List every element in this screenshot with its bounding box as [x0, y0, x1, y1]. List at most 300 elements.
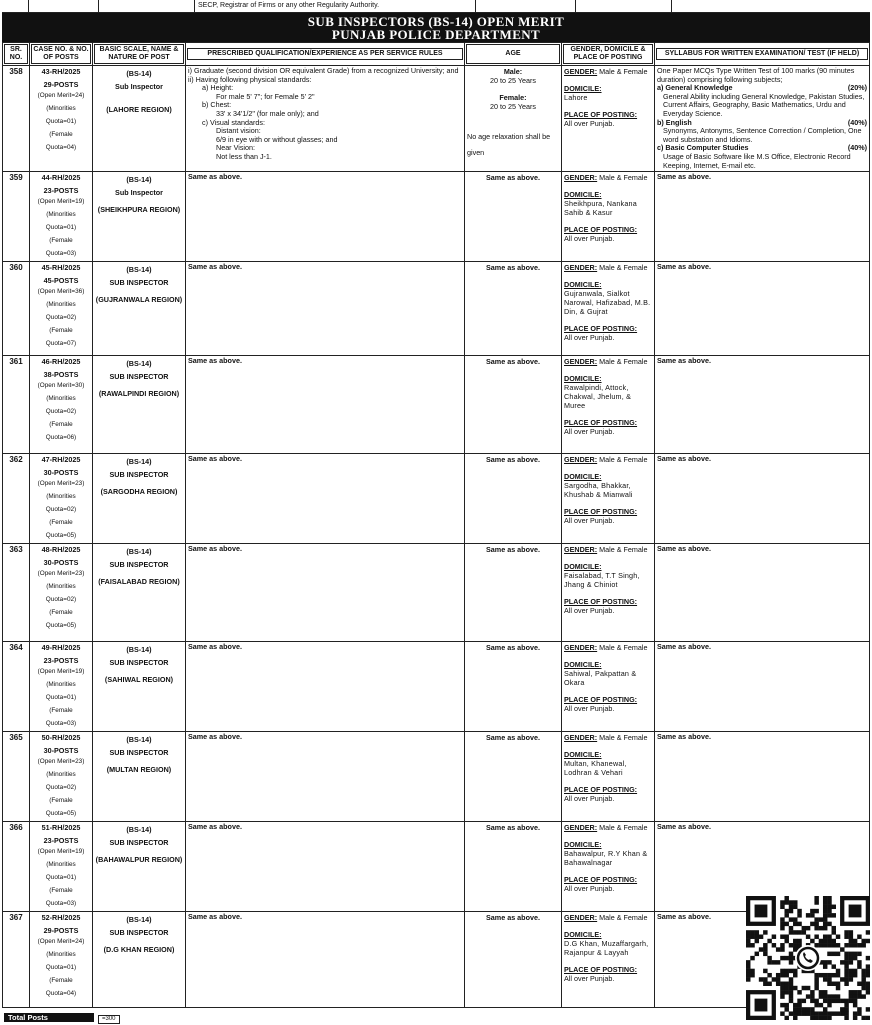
case-number: 46-RH/2025	[41, 357, 81, 367]
section-banner	[2, 13, 870, 42]
advertisement-page	[2, 0, 870, 1022]
posting-value: All over Punjab.	[564, 884, 615, 894]
same-as-above: Same as above.	[188, 454, 242, 464]
same-as-above: Same as above.	[657, 912, 711, 922]
post-count: 23-POSTS	[43, 836, 79, 846]
minorities-label: (Minorities	[46, 211, 76, 219]
gender-label: GENDER:	[564, 823, 598, 833]
region-name: (GUJRANWALA REGION)	[95, 295, 183, 305]
case-number: 45-RH/2025	[41, 263, 81, 273]
age-male: 20 to 25 Years	[490, 76, 536, 85]
subject-name: b) English	[657, 117, 692, 127]
basic-scale: (BS-14)	[126, 735, 152, 745]
basic-scale: (BS-14)	[126, 825, 152, 835]
domicile-value: Rawalpindi, Attock, Chakwal, Jhelum, & Muree	[564, 383, 632, 411]
age-male-label: Male:	[503, 67, 523, 76]
gender-label: GENDER:	[564, 357, 598, 367]
syllabus-cell	[655, 262, 870, 356]
post-name: SUB INSPECTOR	[109, 658, 169, 668]
syllabus-cell	[655, 356, 870, 454]
header-case: CASE NO. & NO. OF POSTS	[31, 44, 91, 64]
same-as-above: Same as above.	[188, 544, 242, 554]
minorities-label: (Minorities	[46, 301, 76, 309]
minorities-label: (Minorities	[46, 105, 76, 112]
female-label: (Female	[49, 237, 73, 245]
domicile-value: D.G Khan, Muzaffargarh, Rajanpur & Layyah	[564, 939, 649, 958]
syllabus-intro: One Paper MCQs Type Written Test of 100 marks (90 minutes duration) comprising following subjects;	[657, 66, 855, 84]
post-count: 23-POSTS	[43, 186, 79, 196]
post-count: 30-POSTS	[43, 468, 79, 478]
age-cell	[465, 912, 562, 1008]
posting-value: All over Punjab.	[564, 119, 615, 128]
minorities-quota: Quota=01)	[45, 694, 77, 702]
post-name: SUB INSPECTOR	[109, 278, 169, 288]
header-sr: SR. NO.	[4, 44, 28, 64]
open-merit: (Open Merit=19)	[37, 848, 85, 856]
subject-marks: (40%)	[847, 143, 867, 153]
subject-details: General Ability including General Knowledge, Pakistan Studies, Current Affairs, Geography, Basic Mathematics, Urdu and Everyday Science.	[663, 91, 865, 118]
same-as-above: Same as above.	[188, 642, 242, 652]
same-as-above: Same as above.	[486, 733, 540, 743]
female-quota: Quota=05)	[45, 810, 77, 818]
qualification-line: Not less than J-1.	[216, 151, 272, 161]
sr-number: 362	[9, 455, 23, 465]
female-label: (Female	[49, 609, 73, 617]
post-name: SUB INSPECTOR	[109, 748, 169, 758]
gender-value: Male & Female	[599, 643, 648, 653]
case-cell	[30, 544, 93, 642]
qualification-cell	[186, 172, 465, 262]
qualification-line: a) Height:	[202, 83, 234, 93]
minorities-quota: Quota=01)	[45, 118, 77, 125]
total-posts-value: =300	[98, 1015, 120, 1024]
domicile-value: Lahore	[564, 93, 588, 102]
region-name: (MULTAN REGION)	[106, 765, 172, 775]
qualification-cell	[186, 66, 465, 172]
same-as-above: Same as above.	[657, 732, 711, 742]
case-cell	[30, 172, 93, 262]
basic-scale: (BS-14)	[126, 359, 152, 369]
qualification-line: ii) Having following physical standards:	[188, 74, 312, 84]
gender-cell	[562, 454, 655, 544]
domicile-value: Bahawalpur, R.Y Khan & Bahawalnagar	[564, 849, 648, 868]
minorities-quota: Quota=02)	[45, 408, 77, 416]
case-number: 49-RH/2025	[41, 643, 81, 653]
domicile-label: DOMICILE:	[564, 930, 602, 940]
female-quota: Quota=05)	[45, 532, 77, 540]
sr-cell	[3, 912, 30, 1008]
same-as-above: Same as above.	[486, 643, 540, 653]
posting-value: All over Punjab.	[564, 704, 615, 714]
scale-cell	[93, 454, 186, 544]
posting-value: All over Punjab.	[564, 974, 615, 984]
posting-value: All over Punjab.	[564, 606, 615, 616]
qualification-line: 33' x 34'1/2" (for male only); and	[216, 108, 319, 118]
gender-label: GENDER:	[564, 173, 598, 183]
basic-scale: (BS-14)	[126, 175, 152, 185]
same-as-above: Same as above.	[486, 913, 540, 923]
post-count: 23-POSTS	[43, 656, 79, 666]
basic-scale: (BS-14)	[126, 547, 152, 557]
case-number: 50-RH/2025	[41, 733, 81, 743]
gender-cell	[562, 642, 655, 732]
gender-cell	[562, 912, 655, 1008]
case-cell	[30, 732, 93, 822]
minorities-label: (Minorities	[46, 681, 76, 689]
open-merit: (Open Merit=36)	[37, 288, 85, 296]
gender-value: Male & Female	[599, 733, 648, 743]
case-cell	[30, 356, 93, 454]
posting-label: PLACE OF POSTING:	[564, 225, 638, 235]
post-count: 38-POSTS	[43, 370, 79, 380]
scale-cell	[93, 172, 186, 262]
posting-value: All over Punjab.	[564, 794, 615, 804]
age-cell	[465, 732, 562, 822]
same-as-above: Same as above.	[188, 912, 242, 922]
banner-title: SUB INSPECTORS (BS-14) OPEN MERIT	[307, 14, 565, 29]
domicile-value: Faisalabad, T.T Singh, Jhang & Chiniot	[564, 571, 640, 590]
gender-value: Male & Female	[599, 263, 648, 273]
table-row	[3, 454, 870, 544]
open-merit: (Open Merit=23)	[37, 758, 85, 766]
female-label: (Female	[49, 707, 73, 715]
domicile-value: Sheikhpura, Nankana Sahib & Kasur	[564, 199, 637, 218]
qualification-line: c) Visual standards:	[202, 117, 265, 127]
minorities-label: (Minorities	[46, 395, 76, 403]
gender-cell	[562, 732, 655, 822]
posting-label: PLACE OF POSTING:	[564, 785, 638, 795]
gender-value: Male & Female	[599, 173, 648, 183]
same-as-above: Same as above.	[188, 822, 242, 832]
sr-cell	[3, 822, 30, 912]
posting-label: PLACE OF POSTING:	[564, 507, 638, 517]
gender-label: GENDER:	[564, 545, 598, 555]
basic-scale: (BS-14)	[126, 645, 152, 655]
minorities-label: (Minorities	[46, 951, 76, 959]
sr-number: 367	[9, 913, 23, 923]
open-merit: (Open Merit=24)	[37, 92, 85, 99]
previous-row-strip	[2, 0, 870, 13]
sr-cell	[3, 172, 30, 262]
female-label: (Female	[49, 519, 73, 527]
scale-cell	[93, 912, 186, 1008]
qr-code-graphic	[746, 896, 870, 1020]
post-count: 29-POSTS	[43, 80, 79, 89]
age-cell	[465, 642, 562, 732]
posting-label: PLACE OF POSTING:	[564, 110, 638, 119]
syllabus-cell	[655, 642, 870, 732]
case-cell	[30, 262, 93, 356]
open-merit: (Open Merit=30)	[37, 382, 85, 390]
same-as-above: Same as above.	[657, 356, 711, 366]
header-syllabus: SYLLABUS FOR WRITTEN EXAMINATION/ TEST (IF HELD)	[656, 48, 868, 60]
region-name: (D.G KHAN REGION)	[103, 945, 175, 955]
banner-department: PUNJAB POLICE DEPARTMENT	[331, 27, 541, 42]
sr-number: 358	[9, 67, 23, 76]
subject-details: Usage of Basic Software like M.S Office, Electronic Record Keeping, Internet, E-mail etc.	[663, 151, 851, 170]
case-number: 43-RH/2025	[41, 67, 81, 76]
same-as-above: Same as above.	[657, 822, 711, 832]
domicile-label: DOMICILE:	[564, 472, 602, 482]
case-cell	[30, 912, 93, 1008]
post-name: SUB INSPECTOR	[109, 470, 169, 480]
posting-label: PLACE OF POSTING:	[564, 324, 638, 334]
posts-table	[2, 42, 870, 1008]
case-cell	[30, 454, 93, 544]
domicile-value: Sahiwal, Pakpattan & Okara	[564, 669, 637, 688]
syllabus-cell	[655, 544, 870, 642]
domicile-label: DOMICILE:	[564, 374, 602, 384]
gender-cell	[562, 822, 655, 912]
post-name: SUB INSPECTOR	[109, 838, 169, 848]
domicile-value: Gujranwala, Sialkot Narowal, Hafizabad, M.B. Din, & Gujrat	[564, 289, 651, 317]
minorities-label: (Minorities	[46, 861, 76, 869]
scale-cell	[93, 262, 186, 356]
female-label: (Female	[49, 977, 73, 985]
syllabus-cell	[655, 66, 870, 172]
syllabus-cell	[655, 172, 870, 262]
gender-value: Male & Female	[599, 357, 648, 367]
open-merit: (Open Merit=23)	[37, 570, 85, 578]
posting-label: PLACE OF POSTING:	[564, 875, 638, 885]
same-as-above: Same as above.	[486, 173, 540, 183]
header-gender: GENDER, DOMICILE & PLACE OF POSTING	[563, 44, 653, 64]
age-relaxation-note: No age relaxation shall be given	[467, 132, 551, 157]
gender-label: GENDER:	[564, 643, 598, 653]
minorities-quota: Quota=02)	[45, 506, 77, 514]
gender-cell	[562, 66, 655, 172]
scale-cell	[93, 544, 186, 642]
case-number: 47-RH/2025	[41, 455, 81, 465]
sr-cell	[3, 732, 30, 822]
table-row	[3, 732, 870, 822]
gender-label: GENDER:	[564, 455, 598, 465]
female-quota: Quota=07)	[45, 340, 77, 348]
qualification-cell	[186, 822, 465, 912]
scale-cell	[93, 356, 186, 454]
minorities-quota: Quota=02)	[45, 314, 77, 322]
posting-value: All over Punjab.	[564, 234, 615, 244]
table-row	[3, 544, 870, 642]
syllabus-cell	[655, 732, 870, 822]
domicile-label: DOMICILE:	[564, 660, 602, 670]
female-quota: Quota=03)	[45, 900, 77, 908]
minorities-label: (Minorities	[46, 771, 76, 779]
same-as-above: Same as above.	[188, 732, 242, 742]
basic-scale: (BS-14)	[126, 457, 152, 467]
qualification-line: 6/9 in eye with or without glasses; and	[216, 134, 338, 144]
header-age: AGE	[466, 44, 560, 64]
gender-label: GENDER:	[564, 733, 598, 743]
region-name: (RAWALPINDI REGION)	[98, 389, 180, 399]
region-name: (SARGODHA REGION)	[100, 487, 178, 497]
domicile-label: DOMICILE:	[564, 750, 602, 760]
subject-name: a) General Knowledge	[657, 83, 733, 93]
posting-label: PLACE OF POSTING:	[564, 597, 638, 607]
sr-number: 363	[9, 545, 23, 555]
subject-name: c) Basic Computer Studies	[657, 143, 749, 153]
same-as-above: Same as above.	[486, 545, 540, 555]
same-as-above: Same as above.	[657, 262, 711, 272]
domicile-label: DOMICILE:	[564, 84, 602, 93]
domicile-value: Sargodha, Bhakkar, Khushab & Mianwali	[564, 481, 633, 500]
sr-cell	[3, 544, 30, 642]
qualification-cell	[186, 356, 465, 454]
gender-label: GENDER:	[564, 263, 598, 273]
syllabus-cell	[655, 454, 870, 544]
same-as-above: Same as above.	[486, 263, 540, 273]
post-count: 30-POSTS	[43, 746, 79, 756]
header-scale: BASIC SCALE, NAME & NATURE OF POST	[94, 44, 184, 64]
table-row	[3, 172, 870, 262]
posting-label: PLACE OF POSTING:	[564, 695, 638, 705]
basic-scale: (BS-14)	[126, 915, 152, 925]
female-quota: Quota=03)	[45, 250, 77, 258]
post-count: 30-POSTS	[43, 558, 79, 568]
female-label: (Female	[49, 421, 73, 429]
female-label: (Female	[49, 887, 73, 895]
sr-cell	[3, 262, 30, 356]
post-name: SUB INSPECTOR	[109, 560, 169, 570]
scale-cell	[93, 822, 186, 912]
same-as-above: Same as above.	[486, 455, 540, 465]
female-label: (Female	[49, 131, 73, 138]
case-number: 51-RH/2025	[41, 823, 81, 833]
female-quota: Quota=06)	[45, 434, 77, 442]
scale-cell	[93, 732, 186, 822]
table-row	[3, 66, 870, 172]
gender-value: Male & Female	[599, 67, 648, 76]
gender-value: Male & Female	[599, 913, 648, 923]
same-as-above: Same as above.	[188, 262, 242, 272]
sr-cell	[3, 356, 30, 454]
region-name: (FAISALABAD REGION)	[98, 577, 180, 587]
posting-label: PLACE OF POSTING:	[564, 418, 638, 428]
same-as-above: Same as above.	[486, 823, 540, 833]
total-posts-label: Total Posts	[4, 1013, 94, 1022]
post-name: Sub Inspector	[115, 188, 163, 198]
sr-number: 366	[9, 823, 23, 833]
age-cell	[465, 262, 562, 356]
age-female: 20 to 25 Years	[490, 102, 536, 111]
sr-number: 364	[9, 643, 23, 653]
basic-scale: (BS-14)	[126, 265, 152, 275]
same-as-above: Same as above.	[657, 172, 711, 182]
gender-value: Male & Female	[599, 545, 648, 555]
sr-number: 359	[9, 173, 23, 183]
same-as-above: Same as above.	[486, 357, 540, 367]
sr-cell	[3, 454, 30, 544]
post-count: 45-POSTS	[43, 276, 79, 286]
case-cell	[30, 642, 93, 732]
minorities-quota: Quota=02)	[45, 784, 77, 792]
gender-label: GENDER:	[564, 67, 598, 76]
posting-label: PLACE OF POSTING:	[564, 965, 638, 975]
gender-value: Male & Female	[599, 455, 648, 465]
table-row	[3, 912, 870, 1008]
open-merit: (Open Merit=19)	[37, 668, 85, 676]
minorities-quota: Quota=02)	[45, 596, 77, 604]
gender-cell	[562, 356, 655, 454]
qualification-cell	[186, 912, 465, 1008]
subject-marks: (20%)	[847, 83, 867, 93]
domicile-label: DOMICILE:	[564, 190, 602, 200]
minorities-quota: Quota=01)	[45, 874, 77, 882]
open-merit: (Open Merit=19)	[37, 198, 85, 206]
domicile-label: DOMICILE:	[564, 280, 602, 290]
same-as-above: Same as above.	[188, 172, 242, 182]
gender-cell	[562, 262, 655, 356]
female-quota: Quota=04)	[45, 990, 77, 998]
qualification-line: i) Graduate (second division OR equivalent Grade) from a recognized University; and	[188, 66, 459, 75]
post-name: SUB INSPECTOR	[109, 928, 169, 938]
case-number: 52-RH/2025	[41, 913, 81, 923]
post-name: Sub Inspector	[115, 82, 163, 91]
female-label: (Female	[49, 797, 73, 805]
post-name: SUB INSPECTOR	[109, 372, 169, 382]
sr-number: 360	[9, 263, 23, 273]
gender-cell	[562, 172, 655, 262]
qualification-line: Near Vision:	[216, 143, 256, 153]
qualification-cell	[186, 732, 465, 822]
open-merit: (Open Merit=24)	[37, 938, 85, 946]
female-quota: Quota=03)	[45, 720, 77, 728]
qualification-cell	[186, 544, 465, 642]
table-row	[3, 822, 870, 912]
qualification-line: For male 5' 7"; for Female 5' 2"	[216, 91, 315, 101]
subject-details: Synonyms, Antonyms, Sentence Correction / Completion, One word substation and Idioms.	[663, 126, 862, 144]
case-number: 48-RH/2025	[41, 545, 81, 555]
qualification-cell	[186, 262, 465, 356]
same-as-above: Same as above.	[188, 356, 242, 366]
sr-cell	[3, 66, 30, 172]
post-count: 29-POSTS	[43, 926, 79, 936]
scale-cell	[93, 642, 186, 732]
sr-cell	[3, 642, 30, 732]
sr-number: 361	[9, 357, 23, 367]
case-cell	[30, 66, 93, 172]
open-merit: (Open Merit=23)	[37, 480, 85, 488]
table-header-row	[3, 43, 870, 66]
region-name: (LAHORE REGION)	[106, 105, 172, 114]
table-row	[3, 262, 870, 356]
age-female-label: Female:	[499, 93, 527, 102]
sr-number: 365	[9, 733, 23, 743]
posting-value: All over Punjab.	[564, 333, 615, 343]
minorities-label: (Minorities	[46, 583, 76, 591]
domicile-label: DOMICILE:	[564, 562, 602, 572]
minorities-quota: Quota=01)	[45, 964, 77, 972]
domicile-value: Multan, Khanewal, Lodhran & Vehari	[564, 759, 627, 778]
same-as-above: Same as above.	[657, 544, 711, 554]
gender-value: Male & Female	[599, 823, 648, 833]
region-name: (SAHIWAL REGION)	[104, 675, 174, 685]
age-cell	[465, 544, 562, 642]
age-cell	[465, 172, 562, 262]
qr-code-icon	[746, 896, 870, 1020]
same-as-above: Same as above.	[657, 454, 711, 464]
qualification-line: b) Chest:	[202, 100, 232, 110]
case-cell	[30, 822, 93, 912]
table-row	[3, 642, 870, 732]
case-number: 44-RH/2025	[41, 173, 81, 183]
total-posts-footer	[4, 1013, 120, 1022]
age-cell	[465, 66, 562, 172]
minorities-quota: Quota=01)	[45, 224, 77, 232]
age-cell	[465, 356, 562, 454]
minorities-label: (Minorities	[46, 493, 76, 501]
subject-marks: (40%)	[847, 117, 867, 127]
